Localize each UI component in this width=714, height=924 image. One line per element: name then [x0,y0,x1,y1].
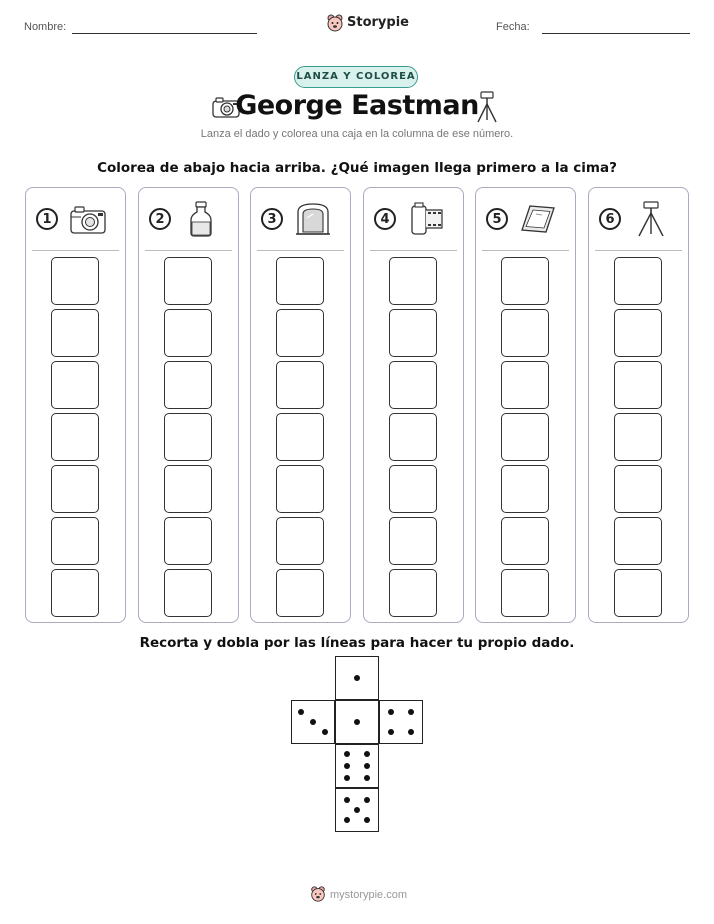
die-face-5 [335,788,379,832]
die-pip [408,729,414,735]
color-box[interactable] [51,361,99,409]
die-pip [354,675,360,681]
die-pip [322,729,328,735]
die-pip [364,817,370,823]
column-2 [138,187,239,623]
photo-plate-icon [518,200,558,238]
column-number: 5 [486,208,508,230]
column-divider [370,250,457,251]
darkroom-tent-icon [293,200,333,238]
color-box[interactable] [51,465,99,513]
die-face-6 [335,744,379,788]
color-box[interactable] [501,309,549,357]
color-box[interactable] [51,517,99,565]
footer-logo-icon [309,885,327,903]
color-box[interactable] [389,309,437,357]
color-box[interactable] [614,309,662,357]
column-header [139,188,238,250]
color-box[interactable] [614,465,662,513]
color-box[interactable] [276,413,324,461]
color-box[interactable] [501,517,549,565]
column-header [251,188,350,250]
color-box[interactable] [276,257,324,305]
column-header [476,188,575,250]
color-box[interactable] [501,465,549,513]
column-6 [588,187,689,623]
color-box[interactable] [389,569,437,617]
page-subtitle: Lanza el dado y colorea una caja en la columna de ese número. [200,128,514,140]
color-box[interactable] [389,517,437,565]
date-label: Fecha: [496,21,530,33]
column-1 [25,187,126,623]
brand-logo-icon [325,13,345,33]
die-face-3 [291,700,335,744]
die-pip [344,751,350,757]
die-face-1 [335,656,379,700]
die-pip [364,797,370,803]
brand-name: Storypie [347,15,409,30]
column-number: 3 [261,208,283,230]
column-divider [145,250,232,251]
column-header [364,188,463,250]
die-pip [344,763,350,769]
color-box[interactable] [389,465,437,513]
color-box[interactable] [276,309,324,357]
column-number: 6 [599,208,621,230]
die-pip [354,719,360,725]
date-line[interactable] [542,33,690,34]
column-divider [595,250,682,251]
color-box[interactable] [164,569,212,617]
activity-badge: LANZA Y COLOREA [294,66,418,88]
footer-url: mystorypie.com [330,889,408,901]
die-face-4 [379,700,423,744]
color-box[interactable] [164,413,212,461]
column-number: 4 [374,208,396,230]
color-box[interactable] [51,257,99,305]
color-box[interactable] [276,361,324,409]
die-face-1 [335,700,379,744]
color-box[interactable] [614,517,662,565]
instruction-bottom: Recorta y dobla por las líneas para hacer tu propio dado. [139,635,575,651]
film-roll-icon [406,200,446,238]
color-box[interactable] [276,569,324,617]
color-box[interactable] [614,361,662,409]
column-divider [257,250,344,251]
color-box[interactable] [501,569,549,617]
die-pip [344,797,350,803]
column-header [589,188,688,250]
color-box[interactable] [389,257,437,305]
die-pip [354,807,360,813]
color-box[interactable] [164,257,212,305]
column-header [26,188,125,250]
die-pip [388,729,394,735]
name-label: Nombre: [24,21,67,33]
color-box[interactable] [164,517,212,565]
column-3 [250,187,351,623]
color-box[interactable] [51,309,99,357]
die-pip [298,709,304,715]
name-line[interactable] [72,33,257,34]
die-pip [408,709,414,715]
color-box[interactable] [51,569,99,617]
page-title: George Eastman [235,90,479,121]
die-pip [364,751,370,757]
die-pip [364,763,370,769]
column-4 [363,187,464,623]
color-box[interactable] [51,413,99,461]
column-number: 1 [36,208,58,230]
color-box[interactable] [614,569,662,617]
die-pip [388,709,394,715]
color-box[interactable] [501,361,549,409]
camera-icon [68,200,108,238]
die-pip [364,775,370,781]
color-box[interactable] [614,413,662,461]
color-box[interactable] [389,413,437,461]
color-box[interactable] [164,361,212,409]
color-box[interactable] [276,465,324,513]
instruction-top: Colorea de abajo hacia arriba. ¿Qué imagen llega primero a la cima? [97,160,617,176]
color-box[interactable] [501,413,549,461]
die-pip [344,817,350,823]
column-number: 2 [149,208,171,230]
color-box[interactable] [614,257,662,305]
color-box[interactable] [389,361,437,409]
color-box[interactable] [164,465,212,513]
column-divider [32,250,119,251]
die-pip [310,719,316,725]
die-pip [344,775,350,781]
tripod-icon [631,200,671,238]
column-5 [475,187,576,623]
column-divider [482,250,569,251]
color-box[interactable] [276,517,324,565]
color-box[interactable] [164,309,212,357]
bottle-icon [181,200,221,238]
color-box[interactable] [501,257,549,305]
title-tripod-icon [474,90,500,124]
